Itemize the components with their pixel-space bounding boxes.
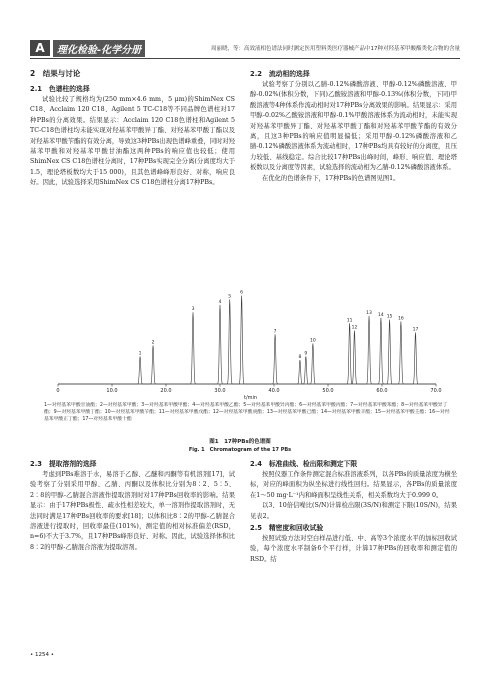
section-2-3-heading: 2.3 提取溶剂的选择 <box>30 460 97 468</box>
section-2-5-text: 按照试验方法对空白样品进行低、中、高等3个浓度水平的加标回收试验，每个浓度水平制备6个平行样，计算17种PBs的回收率和测定值的RSD。结 <box>250 535 457 563</box>
peak-label: 14 <box>378 312 384 318</box>
x-axis-title: t/min <box>244 395 258 401</box>
figure-legend: 1—对羟基苯甲酸甘油酯；2—对羟基苯甲酸；3—对羟基苯甲酸甲酯；4—对羟基苯甲酸乙酯；5—对羟基苯甲酸异丙酯；6—对羟基苯甲酸丙酯；7—对羟基苯甲酸苯酯；8—对羟基苯甲酸异丁酯；9—对羟基苯甲酸丁酯；10—对羟基苯甲酸苄酯；11—对羟基苯甲酸戊酯；12—对羟基苯甲酸庚酯；13—对羟基苯甲酸己酯；14—对羟基苯甲酸辛酯；15—对羟基苯甲酸壬酯；16—对羟基苯甲酸正丁酯；17—对羟基苯甲酸十酯 <box>44 403 450 422</box>
peak-label: 6 <box>240 290 244 296</box>
x-tick-label: 10.0 <box>106 388 118 394</box>
section-2-5-heading: 2.5 精密度和回收试验 <box>250 524 324 533</box>
x-tick-label: 50.0 <box>322 388 334 394</box>
x-tick-label: 30.0 <box>214 388 226 394</box>
section-2-4-text-1: 按照仪器工作条件测定混合标准溶液系列，以各PBs的质量浓度为横坐标，对应的峰面积为纵坐标进行线性回归。结果显示，各PBs的质量浓度在1～50 mg·L⁻¹内和峰面积呈线性关系，相关系数均大于0.999 0。 <box>250 471 457 499</box>
peak-label: 1 <box>138 351 142 357</box>
peak-label: 17 <box>412 327 419 333</box>
section-2-heading: 2 结果与讨论 <box>30 69 81 78</box>
x-tick-label: 40.0 <box>268 388 280 394</box>
figure-caption-cn: 图1 17种PBs的色谱图 <box>209 439 271 445</box>
peak-label: 15 <box>386 314 393 320</box>
figure-reference-text: 在优化的色谱条件下，17种PBs的色谱图见图1。 <box>262 174 400 182</box>
lower-left-column <box>30 458 235 553</box>
journal-logo-mark: A <box>30 40 50 56</box>
journal-name: 理化检验-化学分册 <box>53 40 145 57</box>
peak-label: 13 <box>366 310 372 316</box>
chromatogram-figure <box>44 286 444 396</box>
section-2-4-text-2: 以3、10倍信噪比(S/N)计算检出限(3S/N)和测定下限(10S/N)，结果见表2。 <box>250 502 457 520</box>
x-tick-label: 0 <box>56 388 60 394</box>
x-tick-label: 20.0 <box>160 388 172 394</box>
running-title: 周丽晓，等：高效液相色谱法同时测定医用塑料类医疗器械产品中17种对羟基苯甲酸酯类化合物的含量 <box>210 46 460 52</box>
section-2-1-heading: 2.1 色谱柱的选择 <box>30 85 90 93</box>
peak-label: 10 <box>310 338 316 344</box>
section-2-4-heading: 2.4 标准曲线、检出限和测定下限 <box>250 460 358 468</box>
left-column <box>30 68 235 189</box>
chromatogram-trace <box>58 296 436 384</box>
peak-label: 5 <box>228 294 232 300</box>
right-column <box>250 68 457 184</box>
page-header <box>30 40 460 59</box>
peak-label: 16 <box>398 316 404 322</box>
journal-logo <box>30 40 145 56</box>
peak-label: 12 <box>351 325 358 331</box>
page-number: • 1254 • <box>30 652 54 658</box>
peak-label: 11 <box>346 318 353 324</box>
lower-right-column <box>250 458 457 565</box>
peak-label: 4 <box>218 299 222 305</box>
peak-label: 3 <box>191 307 195 313</box>
x-tick-label: 70.0 <box>430 388 442 394</box>
peak-label: 7 <box>273 329 277 335</box>
x-tick-label: 60.0 <box>376 388 388 394</box>
section-2-2-text: 试验考察了分别以乙腈-0.12%磷酸溶液、甲醇-0.12%磷酸溶液、甲醇-0.02%(体积分数，下同)乙酸铵溶液和甲醇-0.13%(体积分数，下同)甲酸溶液等4种体系作流动相时对17种PBs分离效果的影响。结果显示：采用甲醇-0.02%乙酸铵溶液和甲醇-0.1%甲酸溶液体系为流动相时，未能实现对羟基苯甲酸异丁酯、对羟基苯甲酸丁酯和对羟基苯甲酸苄酯的有效分离，且这3种PBs的响应值明显偏低；采用甲醇-0.12%磷酸溶液和乙腈-0.12%磷酸溶液体系为流动相时，17种PBs均具有较好的分离度，且压力较低、基线稳定。综合比较17种PBs出峰时间，峰形、响应值、理论塔板数以及分离度等因素，试验选择的流动相为乙腈-0.12%磷酸溶液体系。 <box>250 81 457 172</box>
peak-label: 9 <box>304 351 308 357</box>
figure-caption-en: Fig. 1 Chromatogram of the 17 PBs <box>188 447 292 453</box>
section-2-1-text: 试验比较了规格均为(250 mm×4.6 mm，5 μm)的ShimNex CS C18、Acclaim 120 C18、Agilent 5 TC-C18等不同品牌色谱柱对17种PBs的分离效果。结果显示：Acclaim 120 C18色谱柱和Agilent 5 TC-C18色谱柱均未能实现对羟基苯甲酸异丁酯、对羟基苯甲酸丁酯以及对羟基苯甲酸苄酯的有效分离，导致这3种PBs出现色谱峰重叠，同时对羟基苯甲酸和对羟基苯甲酸甘油酯这两种PBs的响应值也较低；使用ShimNex CS C18色谱柱分离时，17种PBs实现完全分离(分离度均大于1.5，理论塔板数均大于15 000)，且其色谱峰峰形良好、对称，响应良好。因此，试验选择采用ShimNex CS C18色谱柱分离17种PBs。 <box>30 96 236 187</box>
section-2-3-text: 考虑到PBs难溶于水，易溶于乙醇、乙醚和丙酮等有机溶剂[17]，试验考察了分别采用甲醇、乙腈、丙酮以及体积比分别为8∶2、5∶5、2∶8的甲醇-乙腈混合溶液作提取溶剂时对17种PBs回收率的影响。结果显示：由于17种PBs极性、疏水性相差较大，单一溶剂作提取溶剂时，无法同时满足17种PBs回收率的要求[18]；以体积比8∶2的甲醇-乙腈混合溶液进行提取时，回收率最佳(101%)，测定值的相对标准偏差(RSD，n=6)不大于3.7%，且17种PBs峰形良好、对称。因此，试验选择体积比8∶2的甲醇-乙腈混合溶液为提取溶剂。 <box>30 471 235 551</box>
section-2-2-heading: 2.2 流动相的选择 <box>250 70 310 78</box>
peak-label: 8 <box>298 355 302 361</box>
peak-label: 2 <box>151 340 155 346</box>
